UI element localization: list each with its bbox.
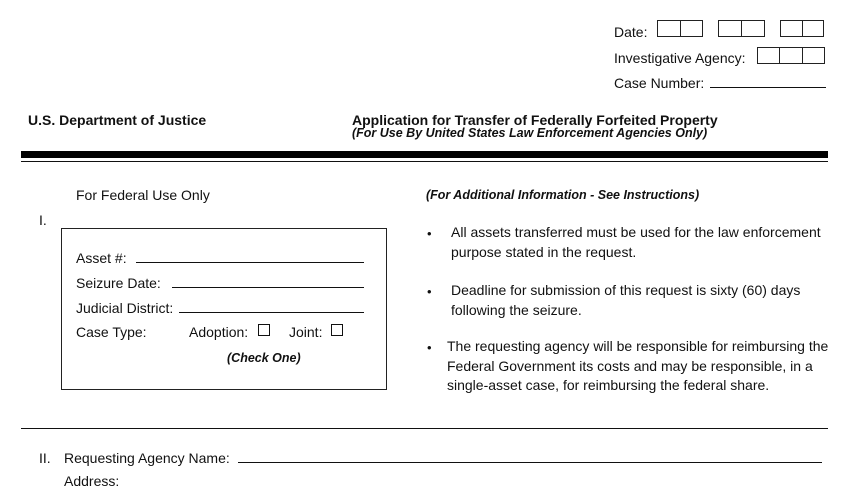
investigative-agency-label: Investigative Agency: xyxy=(614,50,746,66)
info-bullet-transfer-use: All assets transferred must be used for the law enforcement purpose stated in the request. xyxy=(451,224,821,260)
investigative-agency-field[interactable] xyxy=(757,47,825,64)
form-subtitle: (For Use By United States Law Enforcement Agencies Only) xyxy=(352,126,708,140)
address-label: Address: xyxy=(64,473,120,489)
section-divider xyxy=(21,428,828,429)
bullet-icon: • xyxy=(427,340,432,355)
case-number-field[interactable] xyxy=(710,87,826,88)
asset-number-field[interactable] xyxy=(136,262,364,263)
judicial-district-label: Judicial District: xyxy=(76,300,174,316)
section-i-label: I. xyxy=(39,212,47,228)
requesting-agency-name-field[interactable] xyxy=(238,462,822,463)
federal-use-label: For Federal Use Only xyxy=(76,187,210,203)
bullet-icon: • xyxy=(427,226,432,241)
date-year-field[interactable] xyxy=(780,20,824,37)
seizure-date-label: Seizure Date: xyxy=(76,275,161,291)
case-type-label: Case Type: xyxy=(76,324,147,340)
info-bullet-reimbursement: The requesting agency will be responsible for reimbursing the Federal Government its costs and may be responsible, in a single-asset case, for reimbursing the federal share. xyxy=(447,338,829,393)
form-title: Application for Transfer of Federally Forfeited Property xyxy=(352,112,718,128)
header-thick-rule xyxy=(21,151,828,158)
check-one-note: (Check One) xyxy=(227,351,301,365)
bullet-icon: • xyxy=(427,284,432,299)
adoption-label: Adoption: xyxy=(189,324,249,340)
adoption-checkbox[interactable] xyxy=(258,324,270,336)
judicial-district-field[interactable] xyxy=(179,312,364,313)
date-label: Date: xyxy=(614,24,648,40)
seizure-date-field[interactable] xyxy=(172,287,364,288)
date-month-field[interactable] xyxy=(657,20,703,37)
joint-label: Joint: xyxy=(289,324,323,340)
date-day-field[interactable] xyxy=(718,20,765,37)
joint-checkbox[interactable] xyxy=(331,324,343,336)
department-name: U.S. Department of Justice xyxy=(28,112,207,128)
case-number-label: Case Number: xyxy=(614,75,705,91)
asset-number-label: Asset #: xyxy=(76,250,127,266)
info-bullet-deadline: Deadline for submission of this request is sixty (60) days following the seizure. xyxy=(451,282,801,318)
header-thin-rule xyxy=(21,161,828,162)
section-ii-label: II. xyxy=(39,450,51,466)
additional-info-heading: (For Additional Information - See Instructions) xyxy=(426,188,700,202)
requesting-agency-name-label: Requesting Agency Name: xyxy=(64,450,230,466)
